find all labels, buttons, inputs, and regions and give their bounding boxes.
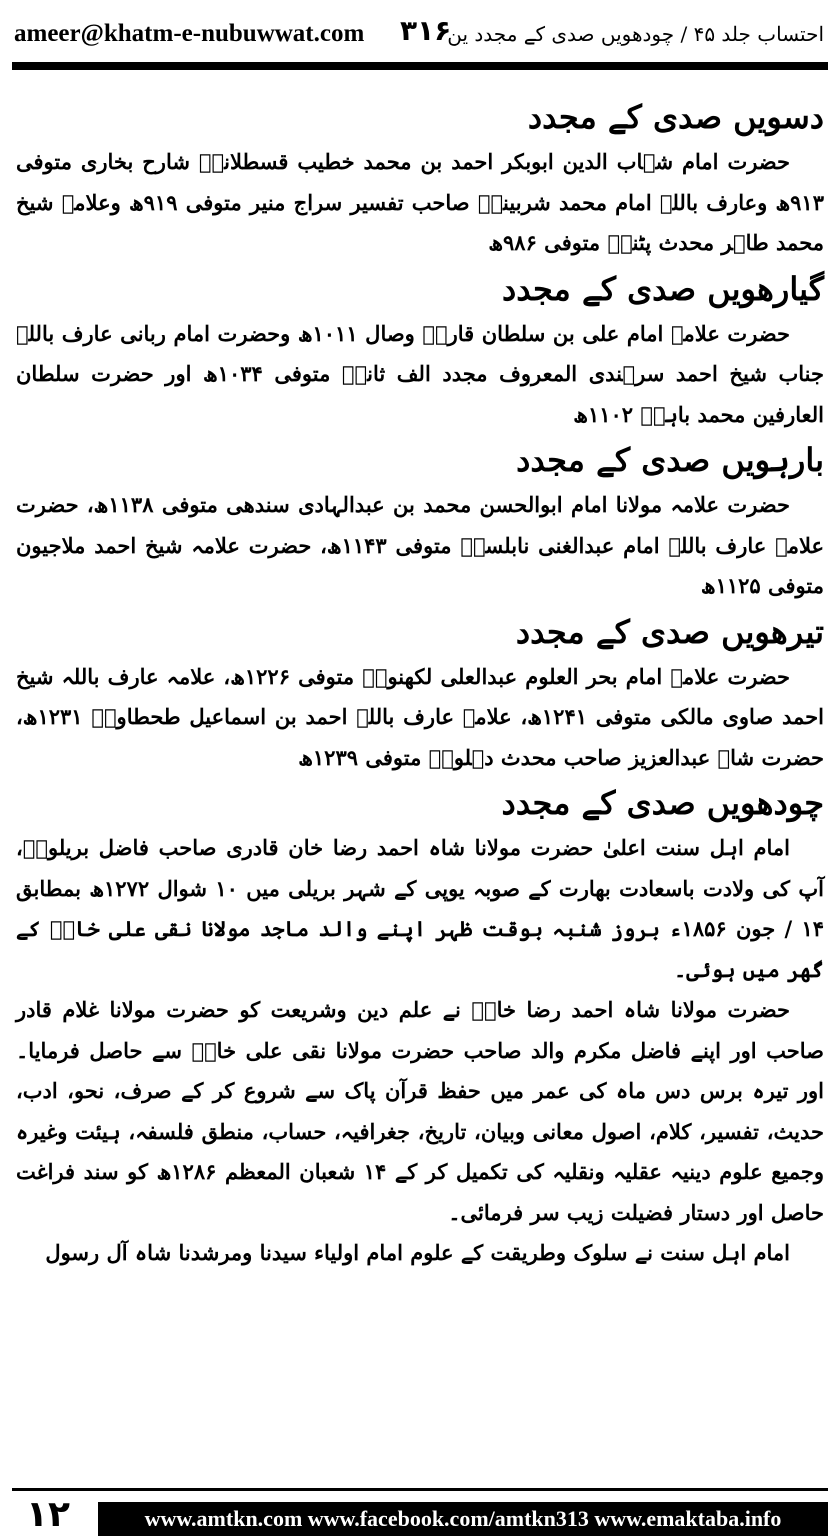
- section-10th-century: [16, 92, 824, 264]
- section-paragraph: حضرت علامہ مولانا امام ابوالحسن محمد بن عبدالہادی سندھی متوفی ۱۱۳۸ھ، حضرت علامہ عارف باللہ امام عبدالغنی نابلسیؒ متوفی ۱۱۴۳ھ، حضرت علامہ شیخ احمد ملاجیون متوفی ۱۱۲۵ھ: [16, 492, 825, 598]
- header-email: ameer@khatm-e-nubuwwat.com: [14, 20, 365, 47]
- page-header: [0, 0, 840, 64]
- section-paragraph: حضرت مولانا شاہ احمد رضا خانؒ نے علم دین وشریعت کو حضرت مولانا غلام قادر صاحب اور اپنے فاضل مکرم والد صاحب حضرت مولانا نقی علی خانؒ سے حاصل فرمایا۔ اور تیرہ برس دس ماہ کی عمر میں حفظ قرآن پاک سے شروع کر کے صرف، نحو، ادب، حدیث، تفسیر، کلام، اصول معانی وبیان، تاریخ، جغرافیہ، حساب، منطق فلسفہ، ہیئت وغیرہ وجمیع علوم دینیہ عقلیہ ونقلیہ کی تکمیل کر کے ۱۴ شعبان المعظم ۱۲۸۶ھ کو سند فراغت حاصل اور دستار فضیلت زیب سر فرمائی۔: [16, 997, 824, 1225]
- section-12th-century: [16, 435, 824, 607]
- section-heading: چودھویں صدی کے مجدد: [501, 784, 824, 822]
- header-running-title: احتساب جلد ۴۵ / چودھویں صدی کے مجدد ین: [447, 22, 824, 46]
- section-14th-century: [16, 778, 824, 1274]
- section-paragraph: امام اہل سنت نے سلوک وطریقت کے علوم امام اولیاء سیدنا ومرشدنا شاہ آل رسول: [45, 1240, 790, 1265]
- section-paragraph: امام اہل سنت اعلیٰ حضرت مولانا شاہ احمد رضا خان قادری صاحب فاضل بریلویؒ، آپ کی ولادت باسعادت بھارت کے صوبہ یوپی کے شہر بریلی میں ۱۰ شوال ۱۲۷۲ھ بمطابق ۱۴ / جون ۱۸۵۶ء بروز شنبہ بوقت ظہر اپنے والد ماجد مولانا نقی علی خانؒ کے گھر میں ہوئی۔: [16, 835, 825, 982]
- header-page-number: ۳۱۶: [400, 14, 452, 47]
- footer-rule: [12, 1488, 828, 1491]
- section-heading: دسویں صدی کے مجدد: [527, 98, 824, 136]
- page-body: [16, 92, 824, 1274]
- section-heading: تیرھویں صدی کے مجدد: [515, 612, 824, 651]
- section-11th-century: [16, 264, 824, 436]
- page-footer: [0, 1488, 840, 1540]
- footer-links: www.amtkn.com www.facebook.com/amtkn313 www.emaktaba.info: [98, 1502, 828, 1536]
- header-rule: [12, 62, 828, 70]
- section-heading: بارہویں صدی کے مجدد: [516, 441, 824, 479]
- footer-page-number: ۱۲: [26, 1494, 70, 1535]
- section-paragraph: حضرت امام شہاب الدین ابوبکر احمد بن محمد خطیب قسطلانیؒ شارح بخاری متوفی ۹۱۳ھ وعارف باللہ امام محمد شربینیؒ صاحب تفسیر سراج منیر متوفی ۹۱۹ھ وعلامہ شیخ محمد طاہر محدث پٹنیؒ متوفی ۹۸۶ھ: [16, 149, 824, 255]
- section-paragraph: حضرت علامہ امام بحر العلوم عبدالعلی لکھنویؒ متوفی ۱۲۲۶ھ، علامہ عارف باللہ شیخ احمد صاوی مالکی متوفی ۱۲۴۱ھ، علامہ عارف باللہ احمد بن اسماعیل طحطاویؒ ۱۲۳۱ھ، حضرت شاہ عبدالعزیز صاحب محدث دہلویؒ متوفی ۱۲۳۹ھ: [16, 663, 824, 770]
- section-heading: گیارھویں صدی کے مجدد: [501, 269, 824, 308]
- section-13th-century: [16, 607, 824, 779]
- section-paragraph: حضرت علامہ امام علی بن سلطان قاریؒ وصال ۱۰۱۱ھ وحضرت امام ربانی عارف باللہ جناب شیخ احمد سرہندی المعروف مجدد الف ثانیؒ متوفی ۱۰۳۴ھ اور حضرت سلطان العارفین محمد باہوؒ ۱۱۰۲ھ: [16, 320, 824, 427]
